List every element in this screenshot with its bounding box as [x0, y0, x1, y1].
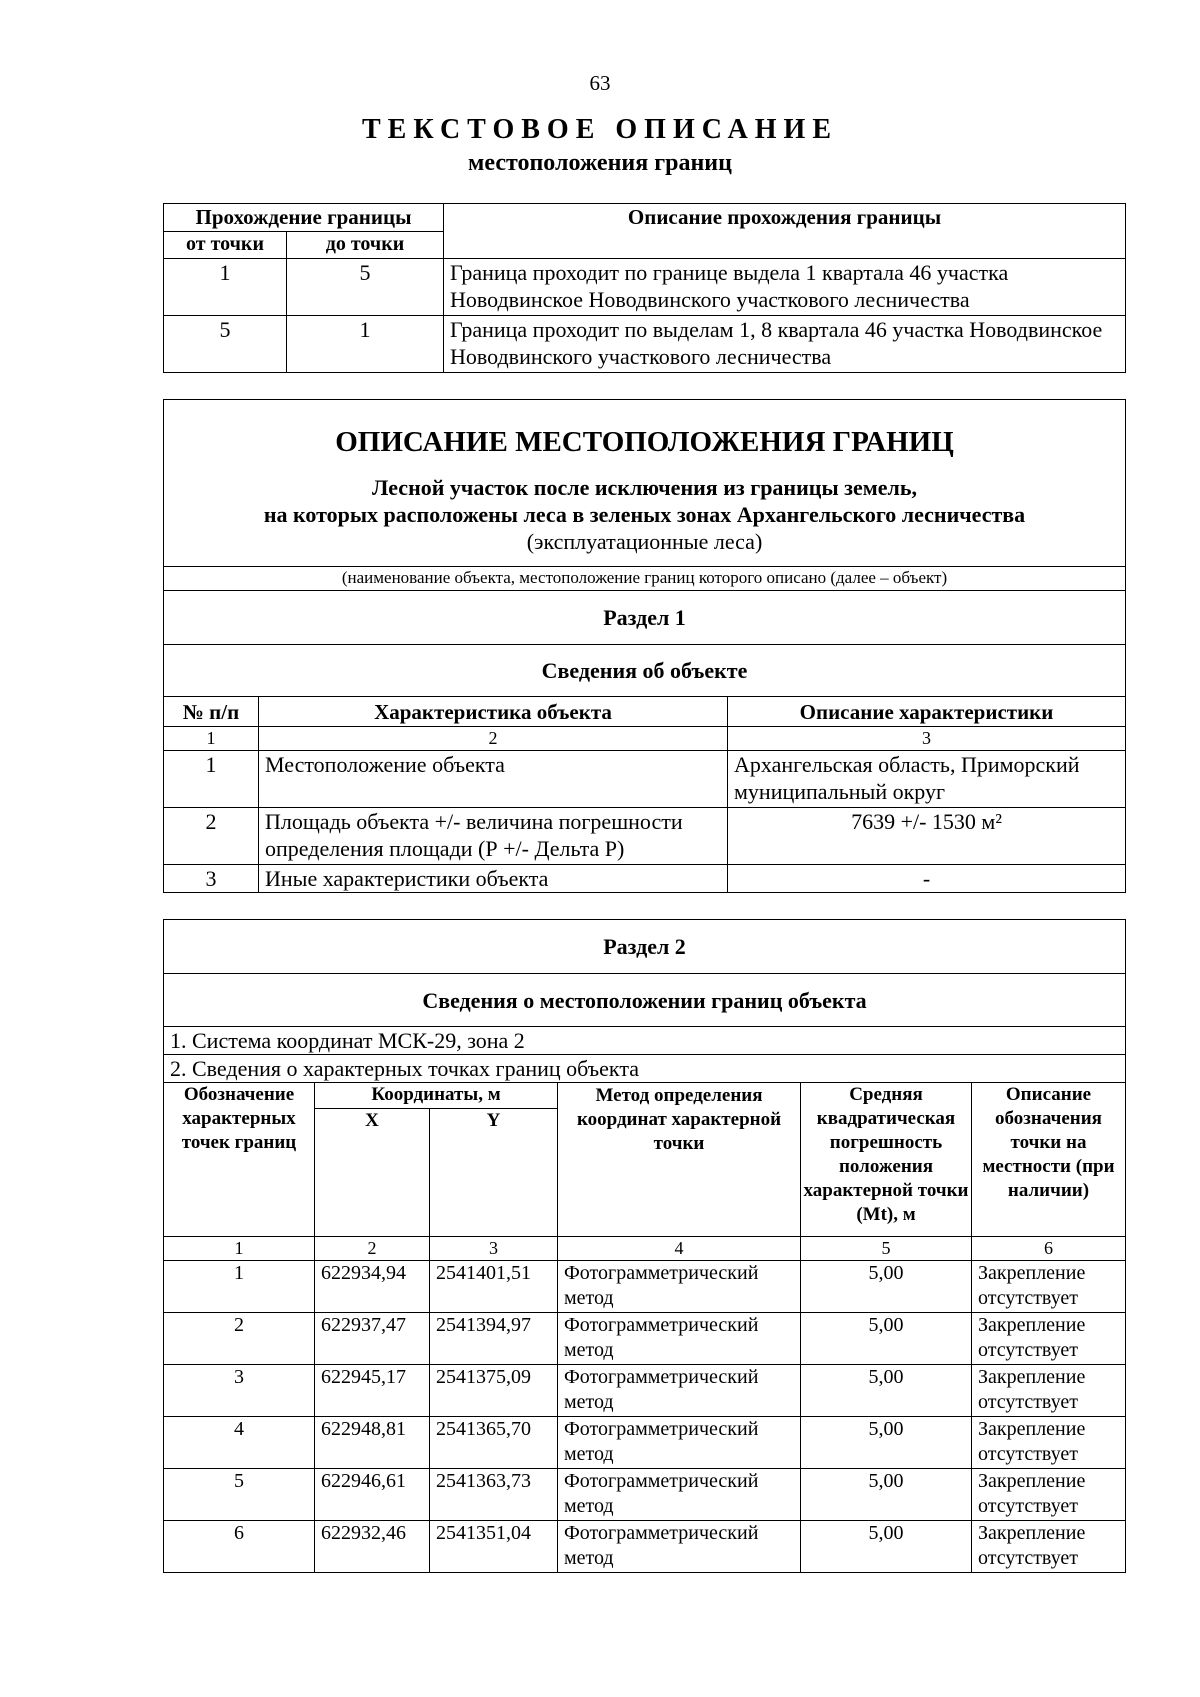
point-error: 5,00 — [801, 1417, 972, 1469]
point-marking: Закрепление отсутствует — [972, 1469, 1126, 1521]
page-number: 63 — [589, 71, 611, 95]
point-y: 2541394,97 — [430, 1313, 558, 1365]
object-section-table — [163, 399, 1126, 893]
point-id: 2 — [164, 1313, 315, 1365]
col-index: 6 — [972, 1237, 1126, 1261]
point-method: Фотограмметрический метод — [558, 1313, 801, 1365]
object-section-title: ОПИСАНИЕ МЕСТОПОЛОЖЕНИЯ ГРАНИЦ — [335, 426, 954, 458]
col-characteristic-header: Характеристика объекта — [259, 697, 728, 727]
col-error-header: Средняя квадратическая погрешность положения характерной точки (Mt), м — [801, 1083, 972, 1237]
page-title: ТЕКСТОВОЕ ОПИСАНИЕ — [361, 114, 838, 145]
point-x: 622945,17 — [315, 1365, 430, 1417]
point-marking: Закрепление отсутствует — [972, 1417, 1126, 1469]
point-marking: Закрепление отсутствует — [972, 1521, 1126, 1573]
boundary-from: 1 — [164, 259, 287, 316]
col-num-header: № п/п — [164, 697, 259, 727]
point-marking: Закрепление отсутствует — [972, 1261, 1126, 1313]
boundary-to: 1 — [287, 316, 444, 373]
point-y: 2541351,04 — [430, 1521, 558, 1573]
object-row-num: 2 — [164, 808, 259, 865]
table-row — [164, 751, 1126, 808]
points-caption: 2. Сведения о характерных точках границ объекта — [164, 1055, 1126, 1083]
point-x: 622934,94 — [315, 1261, 430, 1313]
table-row — [164, 865, 1126, 893]
coord-system: 1. Система координат МСК-29, зона 2 — [164, 1027, 1126, 1055]
table-row — [164, 1417, 1126, 1469]
boundary-head-from: от точки — [164, 232, 287, 259]
boundary-to: 5 — [287, 259, 444, 316]
col-y-header: Y — [430, 1109, 558, 1237]
boundary-head-description: Описание прохождения границы — [444, 204, 1126, 259]
object-row-name: Местоположение объекта — [259, 751, 728, 808]
point-error: 5,00 — [801, 1365, 972, 1417]
section1-title: Раздел 1 — [164, 591, 1126, 645]
point-method: Фотограмметрический метод — [558, 1521, 801, 1573]
table-row — [164, 1365, 1126, 1417]
table-row — [164, 808, 1126, 865]
object-name-line3: (эксплуатационные леса) — [526, 529, 763, 554]
point-error: 5,00 — [801, 1261, 972, 1313]
col-index: 2 — [315, 1237, 430, 1261]
section1-subtitle: Сведения об объекте — [164, 645, 1126, 697]
section2-table — [163, 919, 1126, 1573]
point-id: 1 — [164, 1261, 315, 1313]
table-row — [164, 1469, 1126, 1521]
point-id: 3 — [164, 1365, 315, 1417]
point-id: 5 — [164, 1469, 315, 1521]
col-point-header: Обозначение характерных точек границ — [164, 1083, 315, 1237]
col-index: 1 — [164, 727, 259, 751]
table-row — [164, 1521, 1126, 1573]
point-x: 622948,81 — [315, 1417, 430, 1469]
boundary-description: Граница проходит по границе выдела 1 квартала 46 участка Новодвинское Новодвинского участкового лесничества — [444, 259, 1126, 316]
table-row — [164, 1313, 1126, 1365]
col-index: 3 — [430, 1237, 558, 1261]
boundary-description: Граница проходит по выделам 1, 8 квартала 46 участка Новодвинское Новодвинского участкового лесничества — [444, 316, 1126, 373]
point-y: 2541375,09 — [430, 1365, 558, 1417]
point-marking: Закрепление отсутствует — [972, 1365, 1126, 1417]
point-method: Фотограмметрический метод — [558, 1261, 801, 1313]
page-subtitle: местоположения границ — [468, 150, 732, 176]
col-x-header: X — [315, 1109, 430, 1237]
point-x: 622932,46 — [315, 1521, 430, 1573]
object-row-value: Архангельская область, Приморский муниципальный округ — [728, 751, 1126, 808]
col-coords-header: Координаты, м — [315, 1083, 558, 1109]
point-x: 622946,61 — [315, 1469, 430, 1521]
object-row-name: Площадь объекта +/- величина погрешности определения площади (Р +/- Дельта Р) — [259, 808, 728, 865]
point-error: 5,00 — [801, 1521, 972, 1573]
point-y: 2541363,73 — [430, 1469, 558, 1521]
col-index: 2 — [259, 727, 728, 751]
point-marking: Закрепление отсутствует — [972, 1313, 1126, 1365]
col-index: 4 — [558, 1237, 801, 1261]
col-marking-header: Описание обозначения точки на местности (при наличии) — [972, 1083, 1126, 1237]
point-id: 4 — [164, 1417, 315, 1469]
boundary-from: 5 — [164, 316, 287, 373]
point-method: Фотограмметрический метод — [558, 1469, 801, 1521]
point-error: 5,00 — [801, 1313, 972, 1365]
table-row — [164, 1261, 1126, 1313]
object-row-value: 7639 +/- 1530 м² — [728, 808, 1126, 865]
col-description-header: Описание характеристики — [728, 697, 1126, 727]
section2-title: Раздел 2 — [164, 920, 1126, 974]
col-index: 3 — [728, 727, 1126, 751]
boundary-head-to: до точки — [287, 232, 444, 259]
point-method: Фотограмметрический метод — [558, 1365, 801, 1417]
point-x: 622937,47 — [315, 1313, 430, 1365]
point-error: 5,00 — [801, 1469, 972, 1521]
boundary-head-passage: Прохождение границы — [164, 204, 444, 232]
table-row — [164, 259, 1126, 316]
object-row-value: - — [728, 865, 1126, 893]
point-id: 6 — [164, 1521, 315, 1573]
object-name-line1: Лесной участок после исключения из границы земель, — [372, 475, 917, 500]
boundary-table — [163, 203, 1126, 373]
point-y: 2541401,51 — [430, 1261, 558, 1313]
object-header-cell — [164, 400, 1126, 567]
table-row — [164, 316, 1126, 373]
object-name-line2: на которых расположены леса в зеленых зонах Архангельского лесничества — [263, 502, 1026, 527]
section2-subtitle: Сведения о местоположении границ объекта — [164, 974, 1126, 1027]
object-name-caption: (наименование объекта, местоположение границ которого описано (далее – объект) — [164, 567, 1126, 591]
col-method-header: Метод определения координат характерной точки — [558, 1083, 801, 1237]
col-index: 5 — [801, 1237, 972, 1261]
point-method: Фотограмметрический метод — [558, 1417, 801, 1469]
object-row-num: 3 — [164, 865, 259, 893]
object-row-name: Иные характеристики объекта — [259, 865, 728, 893]
point-y: 2541365,70 — [430, 1417, 558, 1469]
object-row-num: 1 — [164, 751, 259, 808]
col-index: 1 — [164, 1237, 315, 1261]
